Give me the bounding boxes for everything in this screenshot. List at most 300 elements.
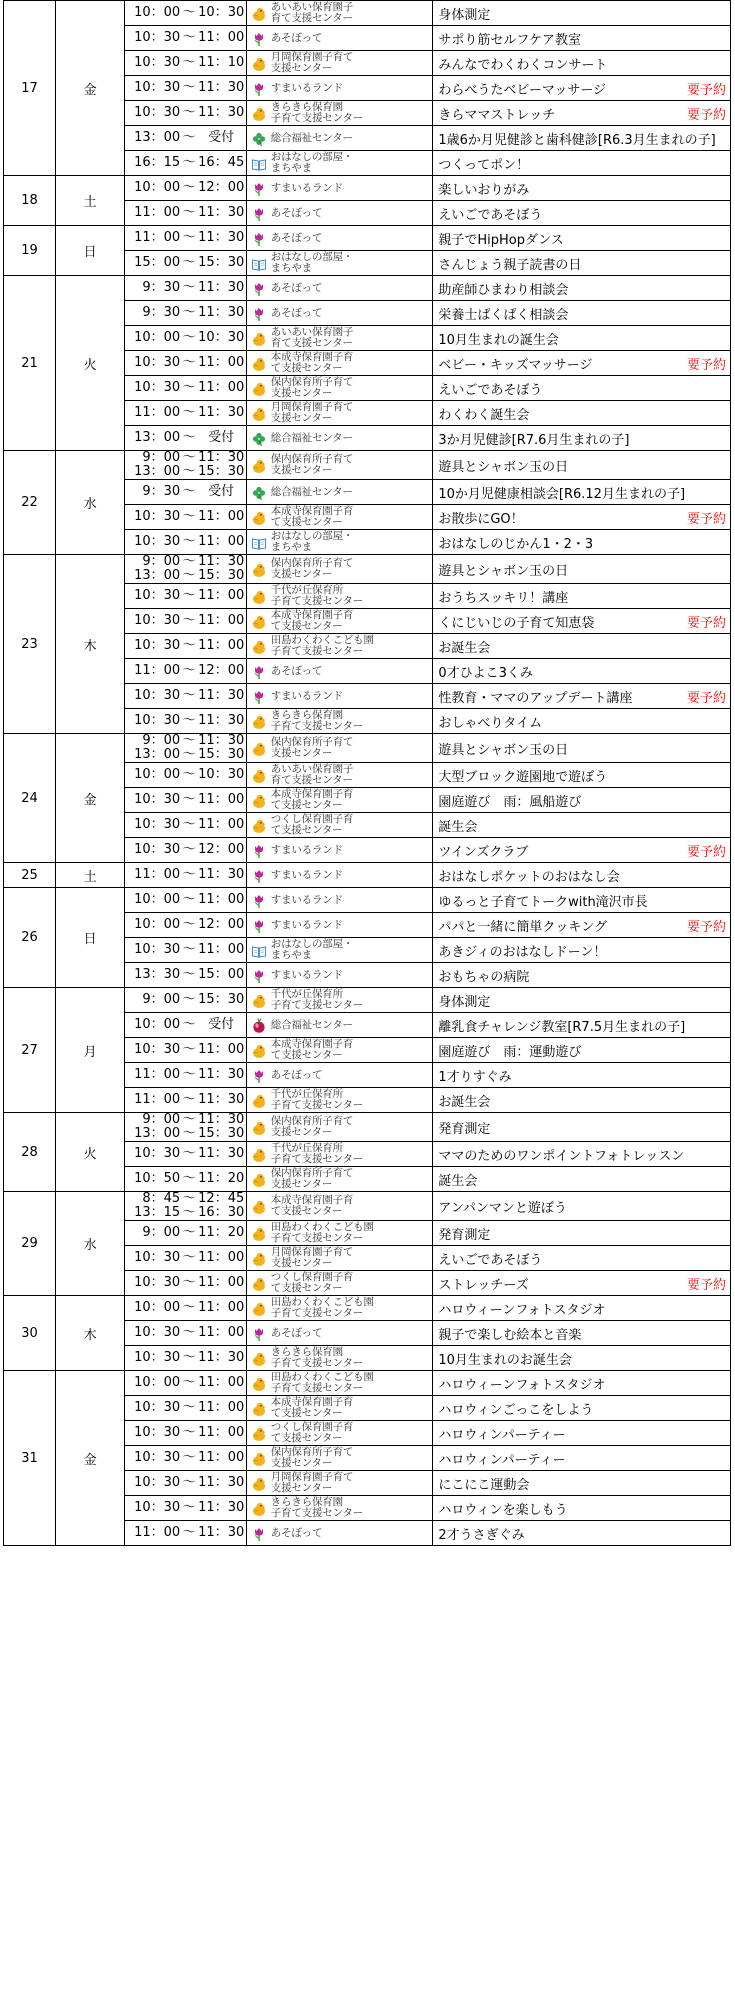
reservation-note — [651, 813, 730, 838]
venue-name-line: 育て支援センター — [270, 337, 353, 349]
start-time: 10：30 — [134, 792, 181, 807]
start-time: 11：00 — [134, 405, 181, 420]
time-range — [125, 81, 246, 95]
reservation-note — [651, 555, 730, 584]
event-title: ハロウィンパーティー — [433, 1446, 651, 1471]
time-separator: ～ — [182, 1375, 196, 1390]
event-title: 2才うさぎぐみ — [433, 1521, 651, 1546]
event-title: くにじいじの子育て知恵袋 — [433, 609, 651, 634]
time-cell — [125, 1, 247, 26]
tulip-icon — [251, 664, 267, 680]
time-range — [125, 31, 246, 45]
start-time: 10：00 — [134, 767, 181, 782]
chick-icon — [251, 1476, 267, 1492]
event-title: 遊具とシャボン玉の日 — [433, 555, 651, 584]
end-time: 16：30 — [198, 1205, 245, 1220]
time-range — [125, 1426, 246, 1440]
time-separator: ～ — [182, 130, 196, 145]
venue-name-line: 保内保育所子育て — [270, 736, 354, 749]
end-time: 受付 — [208, 130, 235, 145]
venue-name-line: 支援センター — [270, 387, 333, 399]
venue-name-line: て支援センター — [270, 516, 343, 528]
venue-name-line: 本成寺保育園子育 — [270, 505, 354, 518]
time-cell — [125, 1371, 247, 1396]
venue-name-line: あそぼって — [270, 31, 323, 44]
start-time: 10：30 — [134, 842, 181, 857]
venue-icon-cell — [247, 426, 271, 451]
venue-cell — [271, 1142, 433, 1167]
venue-name-line: すまいるランド — [270, 843, 343, 856]
time-range — [125, 381, 246, 395]
start-time: 13：30 — [134, 967, 181, 982]
time-cell — [125, 376, 247, 401]
reservation-note — [651, 26, 730, 51]
venue-cell — [271, 584, 433, 609]
reservation-note — [651, 426, 730, 451]
end-time: 11：30 — [198, 1092, 245, 1107]
venue-icon-cell — [247, 813, 271, 838]
venue-name-line: 子育て支援センター — [270, 1232, 364, 1244]
end-time: 11：30 — [198, 280, 245, 295]
time-separator: ～ — [182, 688, 196, 703]
start-time: 10：30 — [134, 688, 181, 703]
day-date-cell: 24 — [4, 734, 56, 863]
end-time: 11：30 — [198, 1475, 245, 1490]
chick-icon — [251, 793, 267, 809]
time-range — [125, 6, 246, 20]
venue-icon-cell — [247, 326, 271, 351]
reservation-note — [651, 963, 730, 988]
time-cell — [125, 1221, 247, 1246]
time-range — [125, 56, 246, 70]
start-time: 13：00 — [134, 568, 181, 583]
end-time: 受付 — [208, 1017, 235, 1032]
start-time: 10：30 — [134, 817, 181, 832]
venue-icon-cell — [247, 1221, 271, 1246]
time-cell — [125, 584, 247, 609]
start-time: 10：00 — [134, 1017, 181, 1032]
venue-icon-cell — [247, 1167, 271, 1192]
venue-name-line: 千代が丘保育所 — [270, 988, 343, 1001]
event-title: 10か月児健康相談会[R6.12月生まれの子] — [433, 480, 651, 505]
time-cell — [125, 351, 247, 376]
venue-name-line: まちやま — [270, 162, 312, 174]
venue-name-line: 総合福祉センター — [270, 131, 353, 144]
day-date-cell: 21 — [4, 276, 56, 451]
venue-cell — [271, 1446, 433, 1471]
venue-cell — [271, 226, 433, 251]
time-separator: ～ — [182, 5, 196, 20]
time-separator: ～ — [182, 1092, 196, 1107]
event-title: おはなしのじかん1・2・3 — [433, 530, 651, 555]
venue-name-line: あいあい保育園子 — [270, 1, 354, 14]
venue-name-line: て支援センター — [270, 1049, 343, 1061]
book-icon — [251, 535, 267, 551]
venue-name-line: まちやま — [270, 262, 312, 274]
event-title: ハロウィーンフォトスタジオ — [433, 1371, 651, 1396]
venue-name-line: 本成寺保育園子育 — [270, 609, 354, 622]
start-time: 11：00 — [134, 1067, 181, 1082]
end-time: 11：30 — [198, 1500, 245, 1515]
venue-name-line: 保内保育所子育て — [270, 376, 354, 389]
event-title: 栄養士ぱくぱく相談会 — [433, 301, 651, 326]
time-range — [125, 1113, 246, 1127]
time-range — [125, 451, 246, 465]
chick-icon — [251, 1120, 267, 1136]
venue-icon-cell — [247, 1, 271, 26]
venue-name-line: 育て支援センター — [270, 12, 353, 24]
venue-icon-cell — [247, 1371, 271, 1396]
venue-icon-cell — [247, 1246, 271, 1271]
chick-icon — [251, 106, 267, 122]
reservation-note — [651, 1446, 730, 1471]
start-time: 13：00 — [134, 747, 181, 762]
reservation-note — [651, 1496, 730, 1521]
book-icon — [251, 943, 267, 959]
time-separator: ～ — [182, 817, 196, 832]
start-time: 13：00 — [134, 130, 181, 145]
time-separator: ～ — [182, 30, 196, 45]
end-time: 11：00 — [198, 792, 245, 807]
start-time: 15：00 — [134, 255, 181, 270]
reservation-note — [651, 226, 730, 251]
time-separator: ～ — [182, 105, 196, 120]
time-separator: ～ — [182, 733, 196, 748]
chick-icon — [251, 818, 267, 834]
venue-name-line: 子育て支援センター — [270, 1357, 364, 1369]
tulip-icon — [251, 206, 267, 222]
time-cell — [125, 1446, 247, 1471]
schedule-row — [4, 734, 731, 763]
start-time: 10：30 — [134, 1350, 181, 1365]
tulip-icon — [251, 1526, 267, 1542]
end-time: 11：30 — [198, 305, 245, 320]
time-range — [125, 535, 246, 549]
reservation-note — [651, 176, 730, 201]
venue-name-line: 子育て支援センター — [270, 645, 364, 657]
venue-name-line: きらきら保育園 — [270, 1346, 343, 1359]
venue-icon-cell — [247, 1446, 271, 1471]
venue-cell — [271, 251, 433, 276]
venue-name-line: すまいるランド — [270, 918, 343, 931]
start-time: 10：30 — [134, 713, 181, 728]
venue-cell — [271, 101, 433, 126]
chick-icon — [251, 381, 267, 397]
start-time: 9：00 — [142, 554, 181, 569]
end-time: 11：00 — [198, 355, 245, 370]
venue-icon-cell — [247, 609, 271, 634]
time-separator: ～ — [182, 613, 196, 628]
venue-name-line: あそぼって — [270, 281, 323, 294]
start-time: 10：30 — [134, 1425, 181, 1440]
time-separator: ～ — [182, 1067, 196, 1082]
time-range — [125, 569, 246, 583]
end-time: 11：30 — [198, 405, 245, 420]
end-time: 11：30 — [198, 688, 245, 703]
time-cell — [125, 480, 247, 505]
end-time: 受付 — [208, 484, 235, 499]
venue-name-line: 田島わくわくこども園 — [270, 634, 374, 647]
day-date-cell: 23 — [4, 555, 56, 734]
venue-name-line: 子育て支援センター — [270, 1099, 364, 1111]
schedule-row — [4, 1, 731, 26]
venue-cell — [271, 326, 433, 351]
event-schedule-table — [3, 0, 731, 1546]
time-separator: ～ — [182, 280, 196, 295]
venue-icon-cell — [247, 763, 271, 788]
day-of-week-cell: 日 — [56, 226, 125, 276]
time-cell — [125, 1088, 247, 1113]
venue-cell — [271, 963, 433, 988]
venue-name-line: すまいるランド — [270, 868, 343, 881]
chick-icon — [251, 562, 267, 578]
time-separator: ～ — [182, 792, 196, 807]
time-separator: ～ — [182, 917, 196, 932]
end-time: 10：30 — [198, 5, 245, 20]
day-of-week-cell: 木 — [56, 1296, 125, 1371]
venue-icon-cell — [247, 251, 271, 276]
venue-cell — [271, 734, 433, 763]
reservation-note: 要予約 — [651, 1271, 730, 1296]
reservation-note — [651, 1421, 730, 1446]
reservation-note — [651, 659, 730, 684]
venue-name-line: 本成寺保育園子育 — [270, 351, 354, 364]
reservation-note — [651, 1, 730, 26]
venue-icon-cell — [247, 376, 271, 401]
end-time: 15：30 — [198, 1126, 245, 1141]
venue-cell — [271, 888, 433, 913]
tulip-icon — [251, 231, 267, 247]
schedule-row — [4, 863, 731, 888]
start-time: 10：30 — [134, 55, 181, 70]
time-cell — [125, 1271, 247, 1296]
time-separator: ～ — [182, 1191, 196, 1206]
venue-cell — [271, 763, 433, 788]
venue-cell — [271, 151, 433, 176]
time-range — [125, 1526, 246, 1540]
reservation-note — [651, 326, 730, 351]
venue-cell — [271, 1271, 433, 1296]
start-time: 9：00 — [142, 1225, 181, 1240]
time-cell — [125, 863, 247, 888]
end-time: 11：00 — [198, 942, 245, 957]
event-title: 10月生まれのお誕生会 — [433, 1346, 651, 1371]
venue-cell — [271, 351, 433, 376]
time-range — [125, 689, 246, 703]
chick-icon — [251, 1093, 267, 1109]
event-title: お誕生会 — [433, 634, 651, 659]
start-time: 10：30 — [134, 1475, 181, 1490]
venue-icon-cell — [247, 788, 271, 813]
day-date-cell: 26 — [4, 888, 56, 988]
venue-cell — [271, 838, 433, 863]
start-time: 9：30 — [142, 484, 181, 499]
time-separator: ～ — [182, 663, 196, 678]
time-cell — [125, 226, 247, 251]
reservation-note — [651, 1521, 730, 1546]
day-of-week-cell: 土 — [56, 863, 125, 888]
time-range — [125, 1206, 246, 1220]
venue-cell — [271, 684, 433, 709]
reservation-note — [651, 1396, 730, 1421]
event-title: パパと一緒に簡単クッキング — [433, 913, 651, 938]
venue-icon-cell — [247, 26, 271, 51]
end-time: 11：00 — [198, 1375, 245, 1390]
tulip-icon — [251, 868, 267, 884]
chick-icon — [251, 714, 267, 730]
time-cell — [125, 530, 247, 555]
reservation-note — [651, 888, 730, 913]
venue-icon-cell — [247, 1271, 271, 1296]
event-title: 助産師ひまわり相談会 — [433, 276, 651, 301]
event-title: にこにこ運動会 — [433, 1471, 651, 1496]
event-title: サポり筋セルフケア教室 — [433, 26, 651, 51]
start-time: 10：30 — [134, 1146, 181, 1161]
start-time: 10：30 — [134, 1275, 181, 1290]
venue-name-line: 田島わくわくこども園 — [270, 1296, 374, 1309]
venue-name-line: 月岡保育園子育て — [270, 51, 354, 64]
time-range — [125, 1276, 246, 1290]
end-time: 11：30 — [198, 1350, 245, 1365]
chick-icon — [251, 1401, 267, 1417]
tulip-icon — [251, 843, 267, 859]
time-separator: ～ — [182, 713, 196, 728]
venue-icon-cell — [247, 1038, 271, 1063]
time-separator: ～ — [182, 747, 196, 762]
venue-cell — [271, 276, 433, 301]
day-date-cell: 18 — [4, 176, 56, 226]
time-range — [125, 1376, 246, 1390]
time-separator: ～ — [182, 1475, 196, 1490]
time-separator: ～ — [182, 767, 196, 782]
time-separator: ～ — [182, 967, 196, 982]
reservation-note — [651, 988, 730, 1013]
venue-name-line: つくし保育園子育 — [270, 813, 354, 826]
venue-cell — [271, 1371, 433, 1396]
venue-name-line: 支援センター — [270, 1257, 333, 1269]
venue-icon-cell — [247, 659, 271, 684]
schedule-row — [4, 176, 731, 201]
venue-icon-cell — [247, 401, 271, 426]
start-time: 10：30 — [134, 942, 181, 957]
end-time: 11：30 — [198, 867, 245, 882]
start-time: 11：00 — [134, 867, 181, 882]
reservation-note — [651, 201, 730, 226]
event-title: 性教育・ママのアップデート講座 — [433, 684, 651, 709]
time-separator: ～ — [182, 638, 196, 653]
venue-name-line: 千代が丘保育所 — [270, 584, 343, 597]
event-title: わらべうたベビーマッサージ — [433, 76, 651, 101]
venue-name-line: おはなしの部屋・ — [270, 251, 354, 264]
chick-icon — [251, 1043, 267, 1059]
venue-cell — [271, 1192, 433, 1221]
venue-icon-cell — [247, 51, 271, 76]
time-cell — [125, 684, 247, 709]
event-title: 1歳6か月児健診と歯科健診[R6.3月生まれの子] — [433, 126, 651, 151]
time-separator: ～ — [182, 355, 196, 370]
time-range — [125, 1301, 246, 1315]
time-separator: ～ — [182, 484, 196, 499]
tulip-icon — [251, 281, 267, 297]
venue-icon-cell — [247, 734, 271, 763]
venue-icon-cell — [247, 988, 271, 1013]
start-time: 9：00 — [142, 992, 181, 1007]
time-range — [125, 1192, 246, 1206]
chick-icon — [251, 1451, 267, 1467]
venue-name-line: あいあい保育園子 — [270, 763, 354, 776]
venue-name-line: すまいるランド — [270, 893, 343, 906]
reservation-note: 要予約 — [651, 913, 730, 938]
end-time: 11：30 — [198, 105, 245, 120]
day-date-cell: 31 — [4, 1371, 56, 1546]
time-separator: ～ — [182, 554, 196, 569]
venue-name-line: 支援センター — [270, 1482, 333, 1494]
end-time: 11：30 — [198, 733, 245, 748]
time-cell — [125, 1192, 247, 1221]
time-range — [125, 206, 246, 220]
venue-name-line: 本成寺保育園子育 — [270, 1038, 354, 1051]
venue-name-line: あそぼって — [270, 206, 323, 219]
end-time: 12：45 — [198, 1191, 245, 1206]
venue-cell — [271, 988, 433, 1013]
time-range — [125, 131, 246, 145]
start-time: 9：30 — [142, 305, 181, 320]
time-cell — [125, 26, 247, 51]
time-cell — [125, 176, 247, 201]
schedule-row — [4, 988, 731, 1013]
venue-name-line: 子育て支援センター — [270, 112, 364, 124]
time-separator: ～ — [182, 509, 196, 524]
end-time: 15：30 — [198, 464, 245, 479]
venue-icon-cell — [247, 530, 271, 555]
venue-name-line: 本成寺保育園子育 — [270, 788, 354, 801]
time-range — [125, 1172, 246, 1186]
start-time: 10：00 — [134, 330, 181, 345]
time-range — [125, 1127, 246, 1141]
reservation-note: 要予約 — [651, 351, 730, 376]
end-time: 15：00 — [198, 967, 245, 982]
time-range — [125, 106, 246, 120]
start-time: 11：00 — [134, 1092, 181, 1107]
venue-name-line: 子育て支援センター — [270, 1307, 364, 1319]
venue-cell — [271, 1521, 433, 1546]
chick-icon — [251, 993, 267, 1009]
event-title: 発育測定 — [433, 1221, 651, 1246]
chick-icon — [251, 1426, 267, 1442]
venue-cell — [271, 76, 433, 101]
venue-name-line: て支援センター — [270, 362, 343, 374]
time-range — [125, 1226, 246, 1240]
day-date-cell: 19 — [4, 226, 56, 276]
start-time: 11：00 — [134, 205, 181, 220]
time-cell — [125, 1167, 247, 1192]
venue-name-line: 千代が丘保育所 — [270, 1088, 343, 1101]
venue-cell — [271, 1063, 433, 1088]
end-time: 11：00 — [198, 613, 245, 628]
time-cell — [125, 326, 247, 351]
venue-name-line: 子育て支援センター — [270, 595, 364, 607]
time-cell — [125, 1421, 247, 1446]
schedule-row — [4, 888, 731, 913]
event-title: おはなしポケットのおはなし会 — [433, 863, 651, 888]
venue-icon-cell — [247, 838, 271, 863]
venue-icon-cell — [247, 276, 271, 301]
day-of-week-cell: 月 — [56, 988, 125, 1113]
end-time: 11：30 — [198, 554, 245, 569]
day-date-cell: 30 — [4, 1296, 56, 1371]
venue-name-line: 子育て支援センター — [270, 1153, 364, 1165]
venue-name-line: 保内保育所子育て — [270, 1115, 354, 1128]
